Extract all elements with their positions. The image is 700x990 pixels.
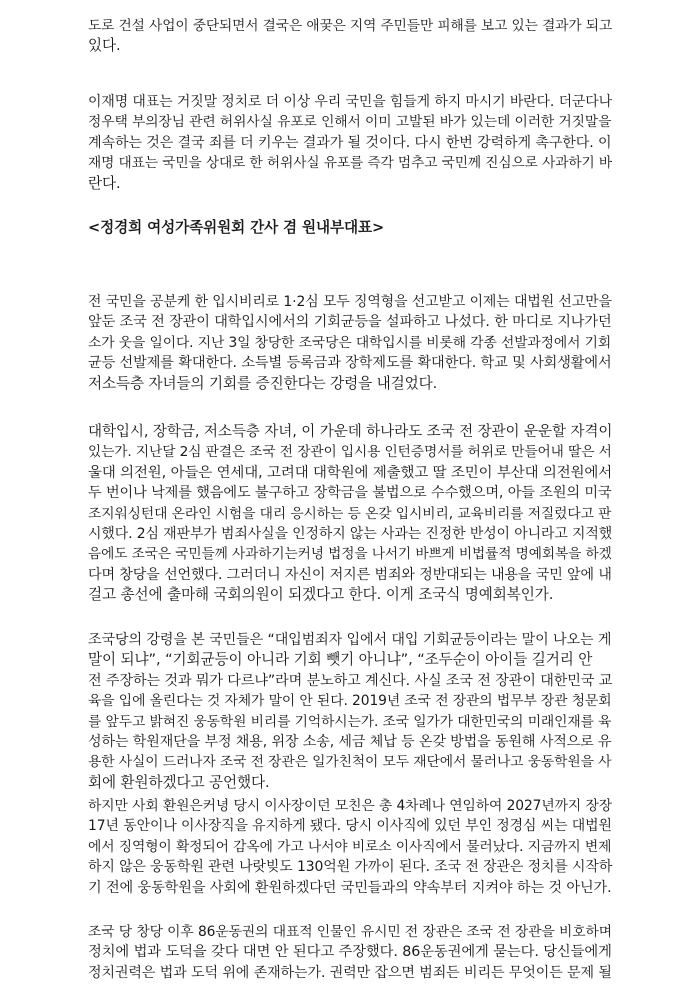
text-line: 17년 동안이나 이사장직을 유지하게 됐다. 당시 이사직에 있던 부인 정경심 씨는 대법원 <box>88 818 612 835</box>
text-line: 조국당의 강령을 본 국민들은 “대입범죄자 입에서 대입 기회균등이라는 말이 나오는 게 <box>88 632 612 648</box>
text-line: 하지 않은 웅동학원 관련 나랏빚도 130억원 가까이 된다. 조국 전 장관은 정치를 시작하 <box>88 859 613 876</box>
text-line: 도로 건설 사업이 중단되면서 결국은 애꿎은 지역 주민들만 피해를 보고 있는 결과가 되고 <box>88 18 613 34</box>
text-line: 시했다. 2심 재판부가 범죄사실을 인정하지 않는 사과는 진정한 반성이 아니라고 지적했 <box>88 526 613 542</box>
text-line: 걸고 총선에 출마해 국회의원이 되겠다고 한다. 이게 조국식 명예회복인가. <box>88 586 554 604</box>
text-line: 재명 대표는 국민을 상대로 한 허위사실 유포를 즉각 멈추고 국민께 진심으로 사과하기 바 <box>88 155 613 172</box>
text-line: 두 번이나 낙제를 했음에도 불구하고 장학금을 불법으로 수수했으며, 아들 조원의 미국 <box>88 485 612 502</box>
text-line: 소가 웃을 일이다. 지난 3일 창당한 조국당은 대학입시를 비롯해 각종 선발과정에서 기회 <box>88 334 612 351</box>
text-line: 대학입시, 장학금, 저소득층 자녀, 이 가운데 하나라도 조국 전 장관이 운운할 자격이 <box>88 423 613 440</box>
text-line: 육을 입에 올린다는 것 자체가 말이 안 된다. 2019년 조국 전 장관의 법무부 장관 청문회 <box>88 693 612 710</box>
text-line: 전 주장하는 것과 뭐가 다르냐”라며 분노하고 계신다. 사실 조국 전 장관이 대한민국 교 <box>88 672 613 689</box>
text-line: 를 앞두고 밝혀진 웅동학원 비리를 기억하시는가. 조국 일가가 대한민국의 미래인재를 육 <box>88 713 612 730</box>
text-line: 조국 당 창당 이후 86운동권의 대표적 인물인 유시민 전 장관은 조국 전 장관을 비호하며 <box>88 924 613 940</box>
text-line: 전 국민을 공분케 한 입시비리로 1·2심 모두 징역형을 선고받고 이제는 대법원 선고만을 <box>88 294 612 310</box>
text-line: 하지만 사회 환원은커녕 당시 이사장이던 모친은 총 4차례나 연임하여 2027년까지 장장 <box>88 798 612 814</box>
text-line: 이재명 대표는 거짓말 정치로 더 이상 우리 국민을 힘들게 하지 마시기 바란다. 더군다나 <box>88 94 613 110</box>
text-line: 에서 징역형이 확정되어 감옥에 가고 나서야 비로소 이사직에서 물러났다. 지금까지 변제 <box>88 838 612 855</box>
text-line: 음에도 조국은 국민들께 사과하기는커녕 법정을 나서기 바쁘게 비법률적 명예회복을 하겠 <box>88 546 612 563</box>
text-line: 앞둔 조국 전 장관이 대학입시에서의 기회균등을 설파하고 나섰다. 한 마디로 지나가던 <box>88 314 612 331</box>
text-line: 균등 선발제를 확대한다. 소득별 등록금과 장학제도를 확대한다. 학교 및 사회생활에서 <box>88 355 612 372</box>
text-line: 정우택 부의장님 관련 허위사실 유포로 인해서 이미 고발된 바가 있는데 이러한 거짓말을 <box>88 114 612 131</box>
text-line: <정경희 여성가족위원회 간사 겸 원내부대표> <box>88 219 385 236</box>
text-line: 다며 창당을 선언했다. 그러더니 자신이 저지른 범죄와 정반대되는 내용을 국민 앞에 내 <box>88 566 612 583</box>
text-line: 있다. <box>88 37 121 55</box>
text-line: 정치에 법과 도덕을 갖다 대면 안 된다고 주장했다. 86운동권에게 묻는다. 당신들에게 <box>88 944 612 961</box>
text-line: 성하는 학원재단을 부정 채용, 위장 소송, 세금 체납 등 온갖 방법을 동원해 사적으로 유 <box>88 734 612 750</box>
text-line: 저소득층 자녀들의 기회를 증진한다는 강령을 내걸었다. <box>88 374 438 392</box>
text-line: 조지워싱턴대 온라인 시험을 대리 응시하는 등 온갖 입시비리, 교육비리를 저질렀다고 판 <box>88 505 612 522</box>
text-line: 말이 되냐”, “기회균등이 아니라 기회 뺏기 아니냐”, “조두순이 아이들 길거리 안 <box>88 651 593 669</box>
text-line: 용한 사실이 드러나자 조국 전 장관은 일가친척이 모두 재단에서 물러나고 웅동학원을 사 <box>88 754 612 771</box>
text-line: 란다. <box>88 174 121 192</box>
text-line: 있는가. 지난달 2심 판결은 조국 전 장관이 입시용 인턴증명서를 허위로 만들어내 딸은 서 <box>88 444 612 461</box>
text-line: 울대 의전원, 아들은 연세대, 고려대 대학원에 제출했고 딸 조민이 부산대 의전원에서 <box>88 464 613 481</box>
text-line: 계속하는 것은 결국 죄를 더 키우는 결과가 될 것이다. 다시 한번 강력하게 촉구한다. 이 <box>88 134 612 151</box>
text-line: 회에 환원하겠다고 공언했다. <box>88 773 270 791</box>
text-line: 기 전에 웅동학원을 사회에 환원하겠다던 국민들과의 약속부터 지켜야 하는 것 아닌가. <box>88 879 612 896</box>
text-line: 정치권력은 법과 도덕 위에 존재하는가. 권력만 잡으면 범죄든 비리든 무엇이든 문제 될 <box>88 964 612 981</box>
